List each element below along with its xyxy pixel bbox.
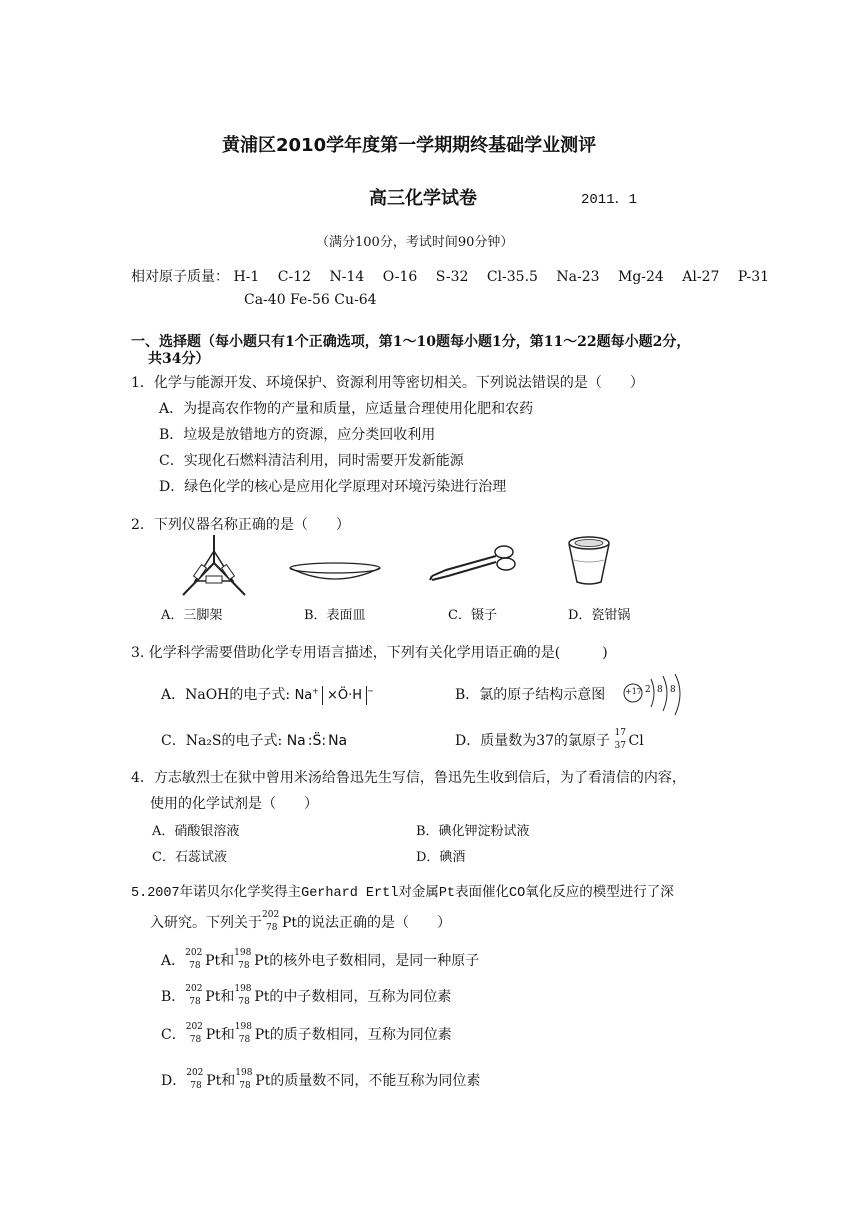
option-text: 的质子数相同，互称为同位素 bbox=[269, 1027, 452, 1043]
element-symbol: Pt bbox=[254, 1027, 270, 1043]
question-4-stem-cont: 使用的化学试剂是（ ） bbox=[150, 796, 318, 812]
nucleus-charge: +17 bbox=[625, 687, 642, 696]
option-label: A． bbox=[161, 953, 186, 969]
mass-number: 17 bbox=[614, 728, 626, 738]
option-text: 的核外电子数相同，是同一种原子 bbox=[269, 953, 480, 969]
question-5-stem-cont bbox=[150, 912, 451, 933]
mass-number: 202 bbox=[185, 1022, 203, 1032]
conjunction: 和 bbox=[220, 989, 235, 1005]
element-symbol: Pt bbox=[205, 953, 221, 969]
mass-item: H-1 bbox=[233, 269, 260, 285]
q3-option-d-text: D．质量数为37的氯原子 bbox=[455, 733, 611, 749]
atomic-number: 37 bbox=[614, 741, 626, 751]
atomic-number: 78 bbox=[238, 997, 250, 1007]
pt198-notation bbox=[234, 984, 254, 1007]
pt198-notation bbox=[234, 1022, 255, 1045]
question-3-stem: 3. 化学科学需要借助化学专用语言描述，下列有关化学用语正确的是( ) bbox=[131, 645, 608, 661]
mass-item: Al-27 bbox=[682, 269, 720, 285]
q5-option-b bbox=[161, 986, 451, 1007]
mass-item: O-16 bbox=[382, 269, 418, 285]
q3-option-b bbox=[455, 684, 605, 704]
q3-option-a-text: A．NaOH的电子式: bbox=[161, 687, 291, 703]
q4-option-a: A．硝酸银溶液 bbox=[152, 824, 240, 839]
tripod-figure bbox=[179, 533, 249, 601]
atomic-masses-label: 相对原子质量： bbox=[131, 269, 229, 285]
atomic-number: 78 bbox=[190, 1081, 202, 1091]
exam-note: （满分100分，考试时间90分钟） bbox=[316, 235, 514, 250]
page-title: 黄浦区2010学年度第一学期期终基础学业测评 bbox=[222, 135, 597, 156]
shell-1-count: 2 bbox=[645, 685, 651, 695]
element-symbol: Pt bbox=[254, 989, 270, 1005]
na-right: Na bbox=[328, 733, 348, 749]
element-symbol: Pt bbox=[254, 953, 270, 969]
section-heading: 一、选择题（每小题只有1个正确选项，第1～10题每小题1分，第11～22题每小题2分， bbox=[131, 334, 691, 350]
mass-item: C-12 bbox=[277, 269, 312, 285]
option-text: 的中子数相同，互称为同位素 bbox=[269, 989, 452, 1005]
q3-option-c bbox=[161, 730, 347, 750]
conjunction: 和 bbox=[221, 1073, 236, 1089]
stem-suffix: 的说法正确的是（ ） bbox=[297, 915, 452, 931]
question-4-stem: 4．方志敏烈士在狱中曾用米汤给鲁迅先生写信，鲁迅先生收到信后，为了看清信的内容， bbox=[131, 770, 686, 786]
minus-charge: − bbox=[367, 686, 374, 696]
q4-option-d: D．碘酒 bbox=[416, 850, 466, 865]
exam-date: 2011．1 bbox=[581, 192, 638, 208]
plus-charge: + bbox=[312, 686, 319, 696]
element-symbol: Pt bbox=[206, 1073, 222, 1089]
mass-number: 202 bbox=[262, 910, 280, 920]
watch-glass-figure bbox=[287, 560, 383, 584]
q2-option-b: B．表面皿 bbox=[304, 608, 366, 623]
atomic-number: 78 bbox=[189, 961, 201, 971]
element-symbol: Pt bbox=[255, 1073, 271, 1089]
mass-item: Na-23 bbox=[556, 269, 600, 285]
na-symbol: Na bbox=[294, 688, 313, 703]
atomic-number: 78 bbox=[266, 923, 278, 933]
atomic-number: 78 bbox=[238, 1035, 251, 1045]
section-heading-cont: 共34分） bbox=[148, 351, 210, 367]
mass-number: 198 bbox=[234, 984, 252, 994]
option-label: C． bbox=[161, 1027, 186, 1043]
q3-option-d bbox=[455, 730, 644, 751]
oh-group: ×Ö·H bbox=[326, 688, 363, 703]
q2-option-c: C．镊子 bbox=[448, 608, 497, 623]
q1-option-b: B．垃圾是放错地方的资源，应分类回收利用 bbox=[159, 427, 436, 443]
mass-item: Mg-24 bbox=[618, 269, 664, 285]
mass-item: S-32 bbox=[435, 269, 469, 285]
question-5-stem: 5.2007年诺贝尔化学奖得主Gerhard Ertl对金属Pt表面催化CO氧化反应的模型进行了深 bbox=[131, 886, 674, 901]
q5-option-d bbox=[161, 1070, 480, 1091]
pt202-notation bbox=[186, 1068, 206, 1091]
q3-option-a bbox=[161, 684, 374, 705]
q5-option-c bbox=[161, 1024, 452, 1045]
question-1-stem: 1．化学与能源开发、环境保护、资源利用等密切相关。下列说法错误的是（ ） bbox=[131, 375, 644, 391]
atomic-number: 78 bbox=[189, 997, 201, 1007]
atomic-number: 78 bbox=[238, 961, 250, 971]
mass-number: 198 bbox=[235, 1068, 253, 1078]
sulfur-group: :S̈: bbox=[307, 733, 327, 749]
atomic-number: 78 bbox=[189, 1035, 202, 1045]
mass-item: N-14 bbox=[329, 269, 365, 285]
isotope-notation bbox=[614, 728, 629, 751]
conjunction: 和 bbox=[220, 953, 235, 969]
q1-option-a: A．为提高农作物的产量和质量，应适量合理使用化肥和农药 bbox=[159, 401, 534, 417]
mass-number: 202 bbox=[185, 984, 203, 994]
bracket-group bbox=[322, 686, 367, 705]
paper-subtitle: 高三化学试卷 bbox=[369, 188, 477, 209]
atomic-masses-line-2: Ca-40 Fe-56 Cu-64 bbox=[244, 292, 377, 308]
stem-prefix: 入研究。下列关于 bbox=[150, 915, 262, 931]
mass-number: 202 bbox=[186, 1068, 204, 1078]
atomic-masses-line bbox=[131, 266, 783, 286]
tongs-figure bbox=[426, 540, 522, 584]
pt202-notation bbox=[185, 984, 205, 1007]
na-left: Na bbox=[286, 733, 306, 749]
element-symbol: Pt bbox=[282, 915, 298, 931]
mass-item: Cl-35.5 bbox=[486, 269, 538, 285]
element-symbol: Pt bbox=[205, 989, 221, 1005]
crucible-figure bbox=[566, 534, 612, 588]
mass-number: 198 bbox=[234, 948, 252, 958]
mass-number: 198 bbox=[234, 1022, 252, 1032]
q2-option-a: A．三脚架 bbox=[161, 608, 223, 623]
naoh-electron-formula bbox=[295, 688, 374, 703]
pt202-notation bbox=[185, 948, 205, 971]
option-label: B． bbox=[161, 989, 186, 1005]
q4-option-c: C．石蕊试液 bbox=[152, 850, 227, 865]
chlorine-structure-diagram bbox=[621, 673, 691, 717]
pt202-notation bbox=[185, 1022, 206, 1045]
option-label: D． bbox=[161, 1073, 187, 1089]
conjunction: 和 bbox=[220, 1027, 235, 1043]
pt202-notation bbox=[262, 910, 282, 933]
shell-2-count: 8 bbox=[657, 685, 663, 695]
q5-option-a bbox=[161, 950, 479, 971]
atomic-number: 78 bbox=[239, 1081, 251, 1091]
q2-option-d: D．瓷钳锅 bbox=[568, 608, 631, 623]
pt198-notation bbox=[234, 948, 254, 971]
q1-option-d: D．绿色化学的核心是应用化学原理对环境污染进行治理 bbox=[159, 479, 507, 495]
na2s-electron-formula bbox=[287, 733, 347, 749]
q1-option-c: C．实现化石燃料清洁利用，同时需要开发新能源 bbox=[159, 453, 464, 469]
q3-option-b-text: B．氯的原子结构示意图 bbox=[455, 687, 606, 703]
element-symbol: Pt bbox=[205, 1027, 221, 1043]
shell-3-count: 8 bbox=[670, 685, 676, 695]
mass-number: 202 bbox=[185, 948, 203, 958]
option-text: 的质量数不同，不能互称为同位素 bbox=[270, 1073, 481, 1089]
pt198-notation bbox=[235, 1068, 255, 1091]
mass-item: P-31 bbox=[737, 269, 770, 285]
q4-option-b: B．碘化钾淀粉试液 bbox=[416, 824, 530, 839]
question-2-stem: 2．下列仪器名称正确的是（ ） bbox=[131, 517, 350, 533]
q3-option-c-text: C．Na₂S的电子式: bbox=[161, 733, 283, 749]
element-symbol: Cl bbox=[628, 733, 644, 749]
